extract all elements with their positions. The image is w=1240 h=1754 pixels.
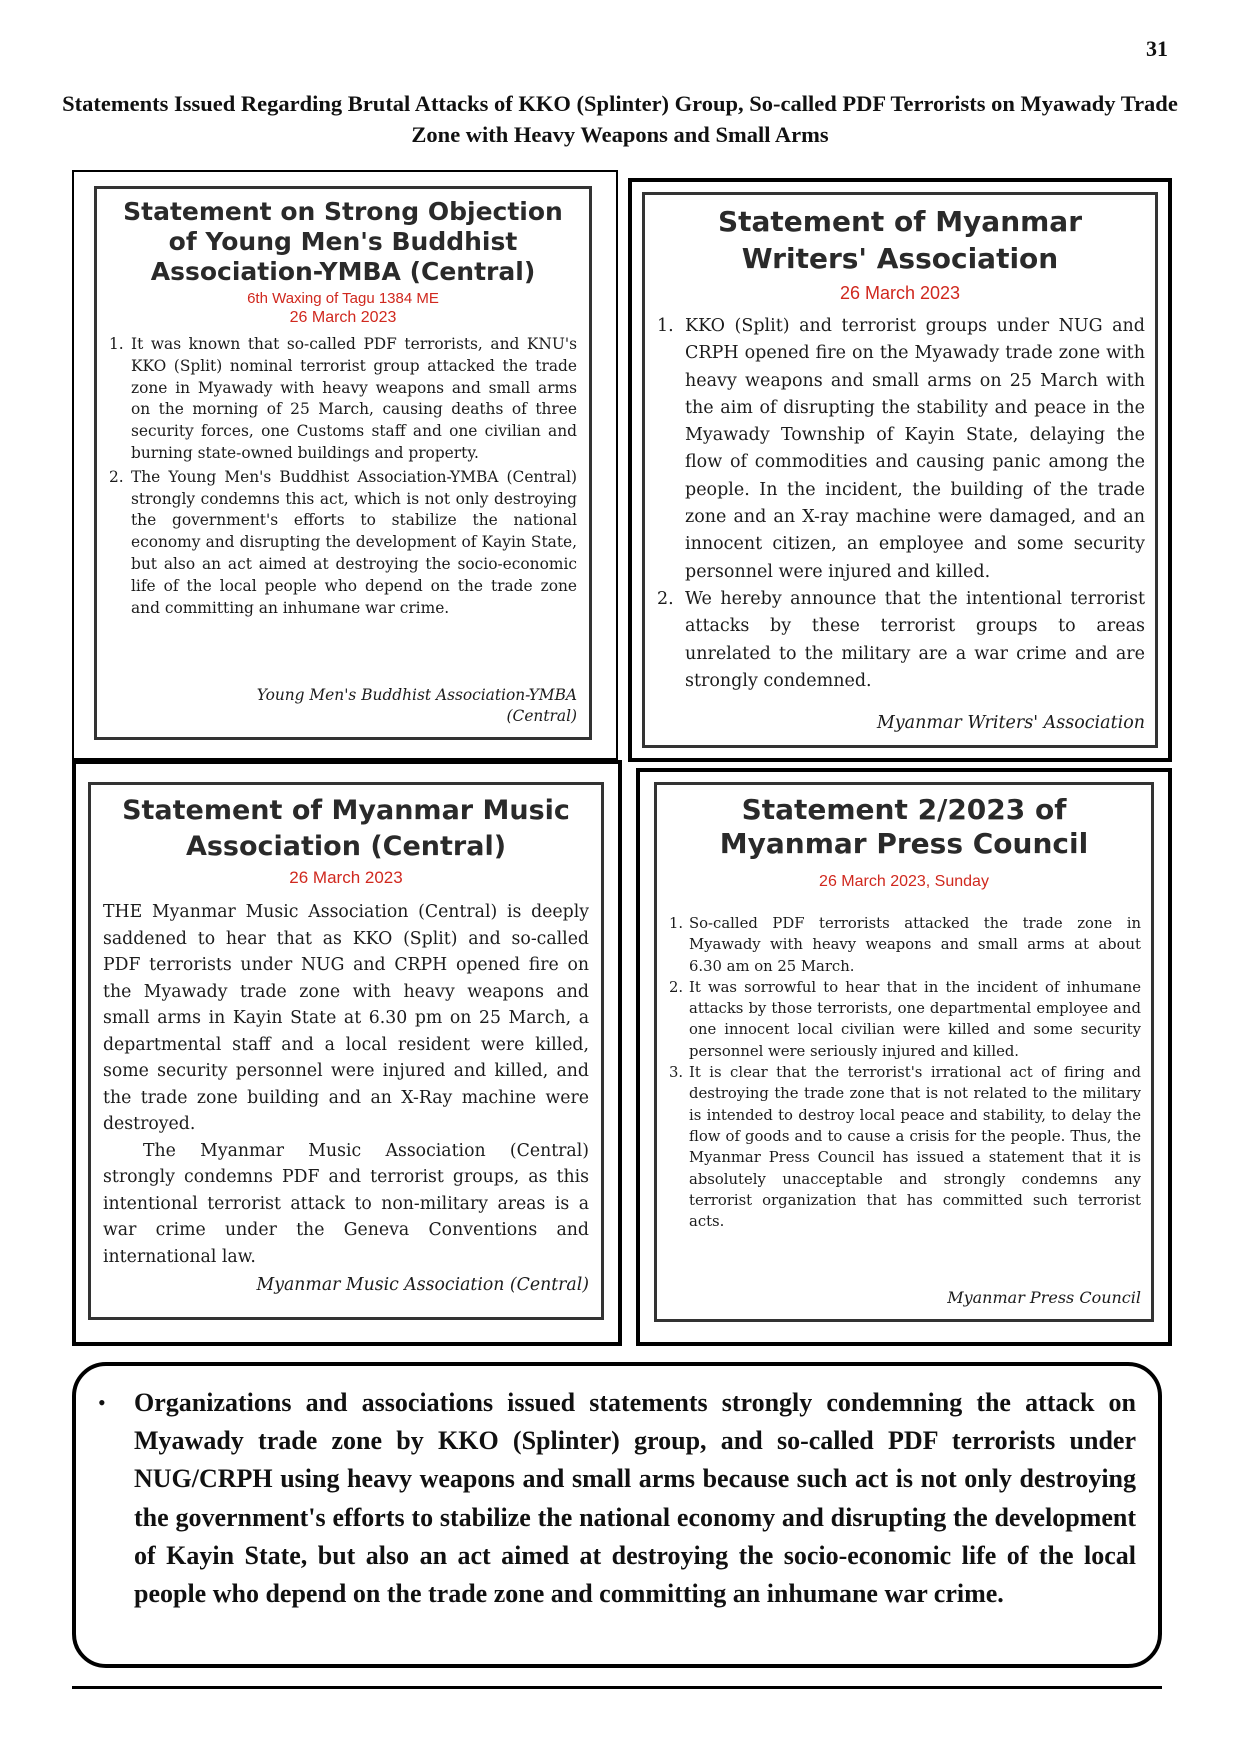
press-item-2 xyxy=(669,977,1141,1062)
item-text: We hereby announce that the intentional terrorist attacks by these terrorist groups to areas unrelated to the military are a war crime and are strongly condemned. xyxy=(685,588,1145,691)
item-text: It was sorrowful to hear that in the incident of inhumane attacks by those terrorists, one departmental employee and one innocent local civilian were killed and some security personnel were seriously injured and killed. xyxy=(689,978,1141,1060)
press-heading-line-2: Myanmar Press Council xyxy=(719,827,1089,860)
item-text: It was known that so-called PDF terrorists, and KNU's KKO (Split) nominal terrorist group attacked the trade zone in Myawady with heavy weapons and small arms on the morning of 25 March, causing deaths of three security forces, one Customs staff and one civilian and burning state-owned buildings and property. xyxy=(131,335,577,462)
writers-item-2 xyxy=(657,586,1145,695)
page-title: Statements Issued Regarding Brutal Attacks of KKO (Splinter) Group, So-called PDF Terrorists on Myawady Trade Zone with Heavy Weapons and Small Arms xyxy=(62,91,1178,147)
music-heading: Statement of Myanmar Music Association (Central) xyxy=(122,795,570,862)
item-number: 2. xyxy=(669,978,684,996)
item-number: 1. xyxy=(109,335,124,353)
press-items xyxy=(669,913,1141,1232)
press-signature: Myanmar Press Council xyxy=(947,1288,1141,1307)
item-number: 1. xyxy=(657,316,674,336)
press-statement-panel xyxy=(636,768,1172,1346)
ymba-items xyxy=(109,334,577,619)
ymba-date: 26 March 2023 xyxy=(289,309,397,326)
music-paragraph-2: The Myanmar Music Association (Central) strongly condemns PDF and terrorist groups, as this intentional terrorist attack to non-military areas is a war crime under the Geneva Conventions and international law. xyxy=(103,1140,589,1267)
writers-statement-panel xyxy=(628,178,1172,762)
ymba-statement-panel xyxy=(72,170,618,760)
writers-signature: Myanmar Writers' Association xyxy=(876,713,1145,733)
music-paragraph-1: THE Myanmar Music Association (Central) is deeply saddened to hear that as KKO (Split) and so-called PDF terrorists under NUG and CRPH opened fire on the Myawady trade zone with heavy weapons and small arms in Kayin State at 6.30 pm on 25 March, a departmental staff and a local resident were killed, some security personnel were injured and killed, and the trade zone building and an X-Ray machine were destroyed. xyxy=(103,902,589,1134)
music-statement-panel xyxy=(72,760,622,1346)
writers-item-1 xyxy=(657,313,1145,586)
item-number: 2. xyxy=(109,467,124,486)
ymba-statement-frame xyxy=(94,186,592,740)
press-item-3 xyxy=(669,1062,1141,1232)
bottom-rule xyxy=(72,1686,1162,1689)
item-number: 3. xyxy=(669,1064,684,1082)
press-heading-line-1: Statement 2/2023 of xyxy=(741,793,1067,826)
music-signature: Myanmar Music Association (Central) xyxy=(256,1275,589,1295)
item-text: The Young Men's Buddhist Association-YMBA (Central) strongly condemns this act, which is not only destroying the government's efforts to stabilize the national economy and disrupting the development of Kayin State, but also an act aimed at destroying the socio-economic life of the local people who depend on the trade zone and committing an inhumane war crime. xyxy=(131,467,577,617)
writers-date: 26 March 2023 xyxy=(839,283,961,303)
summary-box xyxy=(72,1362,1162,1668)
item-text: So-called PDF terrorists attacked the trade zone in Myawady with heavy weapons and small arms at about 6.30 am on 25 March. xyxy=(689,915,1141,975)
press-date: 26 March 2023, Sunday xyxy=(819,873,989,890)
ymba-item-2 xyxy=(109,467,577,620)
press-item-1 xyxy=(669,913,1141,977)
ymba-item-1 xyxy=(109,334,577,465)
ymba-heading: Statement on Strong Objection of Young Men's Buddhist Association-YMBA (Central) xyxy=(123,197,563,286)
writers-items xyxy=(657,313,1145,695)
press-statement-frame xyxy=(654,782,1154,1322)
summary-text: Organizations and associations issued statements strongly condemning the attack on Myawady trade zone by KKO (Splinter) group, and so-called PDF terrorists under NUG/CRPH using heavy weapons and small arms because such act is not only destroying the government's efforts to stabilize the national economy and disrupting the development of Kayin State, but also an act aimed at destroying the socio-economic life of the local people who depend on the trade zone and committing an inhumane war crime. xyxy=(134,1388,1136,1609)
page-number: 31 xyxy=(1146,36,1168,61)
writers-heading: Statement of Myanmar Writers' Association xyxy=(717,205,1083,275)
item-number: 2. xyxy=(657,588,674,609)
item-text: It is clear that the terrorist's irrational act of firing and destroying the trade zone that is not related to the military is intended to destroy local peace and stability, to delay the flow of goods and to cause a crisis for the people. Thus, the Myanmar Press Council has issued a statement that it is absolutely unacceptable and strongly condemns any terrorist organization that has committed such terrorist acts. xyxy=(689,1064,1141,1231)
summary-bullet: • xyxy=(98,1390,106,1415)
ymba-signature: Young Men's Buddhist Association-YMBA (Central) xyxy=(256,686,577,725)
music-statement-frame xyxy=(88,782,604,1320)
music-date: 26 March 2023 xyxy=(289,868,403,887)
ymba-date-lunar: 6th Waxing of Tagu 1384 ME xyxy=(247,290,439,307)
item-number: 1. xyxy=(669,915,684,932)
item-text: KKO (Split) and terrorist groups under NUG and CRPH opened fire on the Myawady trade zone with heavy weapons and small arms on 25 March with the aim of disrupting the stability and peace in the Myawady Township of Kayin State, delaying the flow of commodities and causing panic among the people. In the incident, the building of the trade zone and an X-ray machine were damaged, and an innocent citizen, an employee and some security personnel were injured and killed. xyxy=(685,316,1145,582)
writers-statement-frame xyxy=(642,192,1158,748)
